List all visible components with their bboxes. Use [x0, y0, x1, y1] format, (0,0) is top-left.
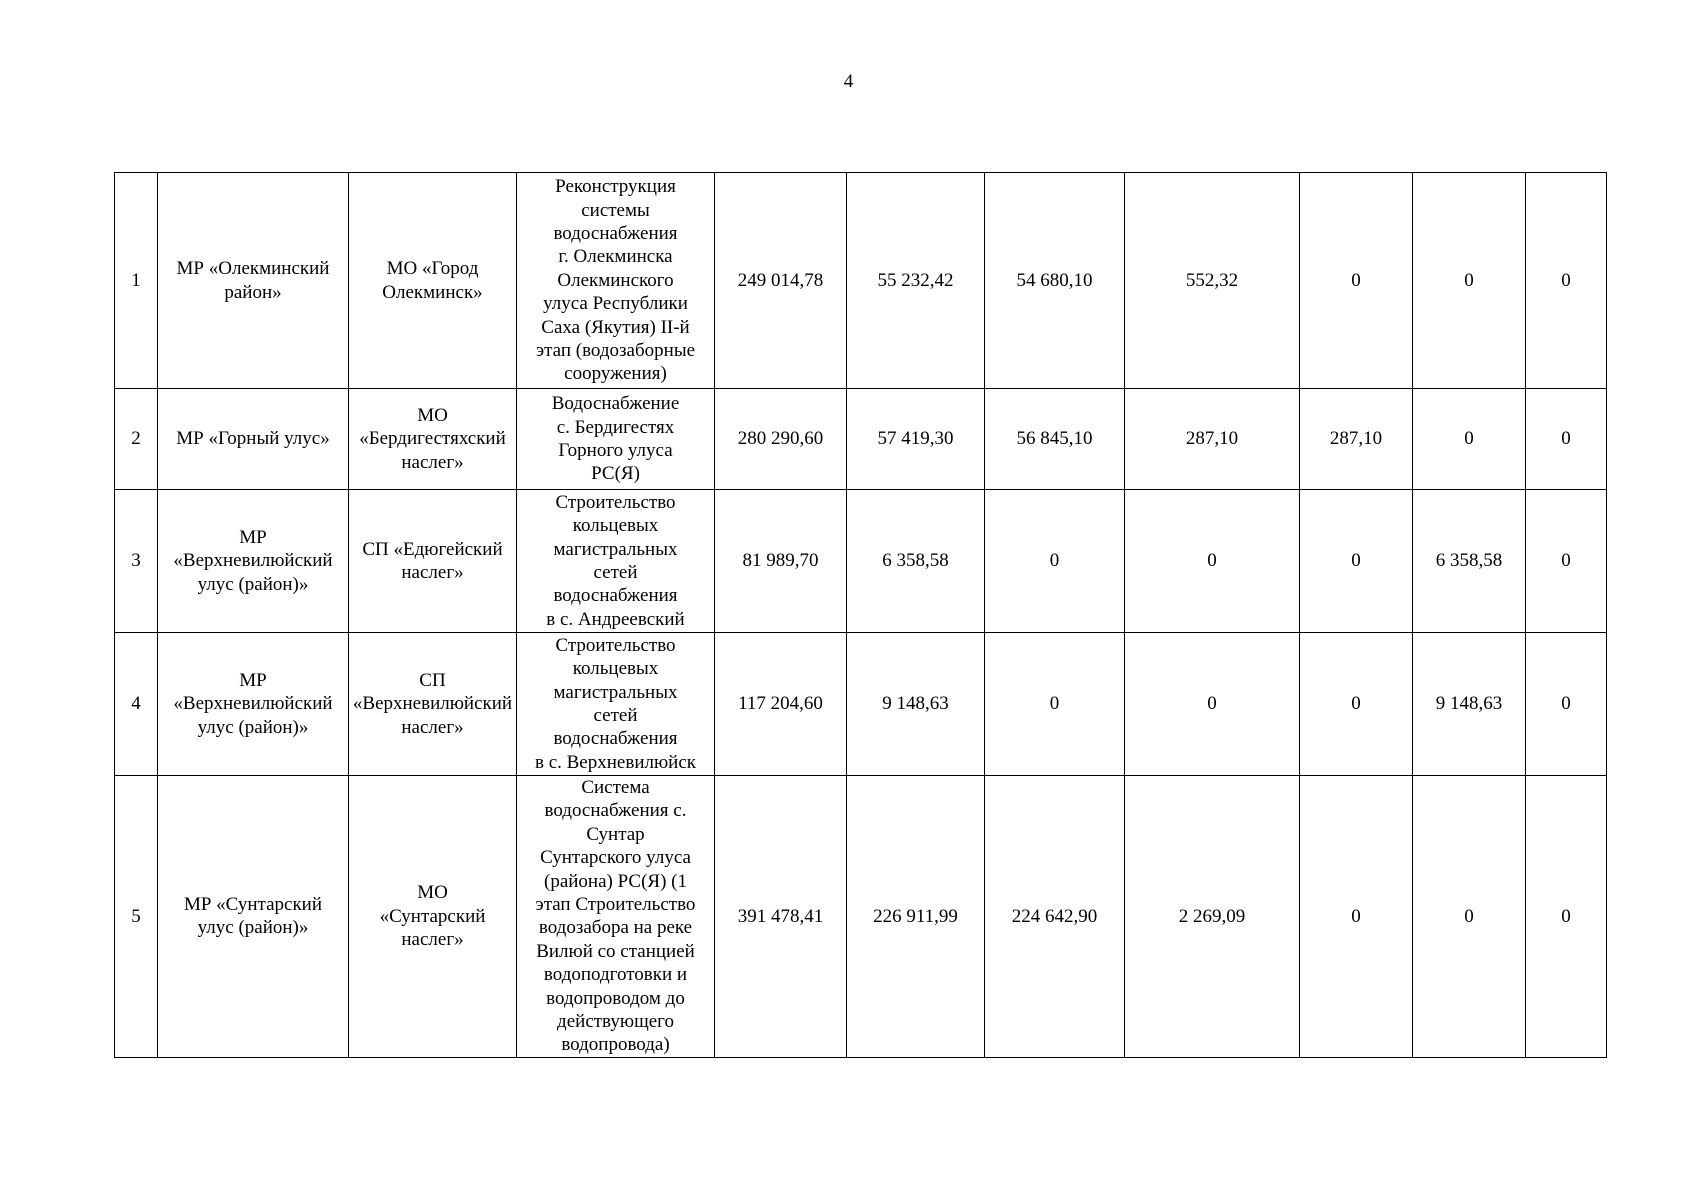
funding-total-cell: 55 232,42 — [847, 173, 985, 389]
federal-budget-cell: 224 642,90 — [985, 776, 1125, 1058]
total-cost-cell: 81 989,70 — [715, 490, 847, 633]
municipality-cell: СП «Верхневилюйский наслег» — [349, 633, 517, 776]
project-description-cell: Строительство кольцевых магистральных сетей водоснабжения в с. Верхневилюйск — [517, 633, 715, 776]
table-row — [115, 173, 1607, 389]
extra-funding-cell: 0 — [1526, 776, 1607, 1058]
table-row — [115, 490, 1607, 633]
local-budget-cell: 0 — [1300, 173, 1413, 389]
project-description-cell: Реконструкция системы водоснабжения г. Олекминска Олекминского улуса Республики Саха (Якутия) II-й этап (водозаборные сооружения) — [517, 173, 715, 389]
federal-budget-cell: 0 — [985, 633, 1125, 776]
municipality-cell: МО «Город Олекминск» — [349, 173, 517, 389]
funding-total-cell: 6 358,58 — [847, 490, 985, 633]
project-description-cell: Система водоснабжения с. Сунтар Сунтарского улуса (района) РС(Я) (1 этап Строительство водозабора на реке Вилюй со станцией водоподготовки и водопроводом до действующего водопровода) — [517, 776, 715, 1058]
other-funding-cell: 9 148,63 — [1413, 633, 1526, 776]
regional-budget-cell: 0 — [1125, 490, 1300, 633]
other-funding-cell: 0 — [1413, 389, 1526, 490]
project-description-cell: Водоснабжение с. Бердигестях Горного улуса РС(Я) — [517, 389, 715, 490]
extra-funding-cell: 0 — [1526, 633, 1607, 776]
funding-total-cell: 9 148,63 — [847, 633, 985, 776]
regional-budget-cell: 552,32 — [1125, 173, 1300, 389]
local-budget-cell: 0 — [1300, 490, 1413, 633]
extra-funding-cell: 0 — [1526, 173, 1607, 389]
other-funding-cell: 0 — [1413, 776, 1526, 1058]
regional-budget-cell: 287,10 — [1125, 389, 1300, 490]
other-funding-cell: 0 — [1413, 173, 1526, 389]
total-cost-cell: 117 204,60 — [715, 633, 847, 776]
row-number: 5 — [115, 776, 158, 1058]
row-number: 1 — [115, 173, 158, 389]
municipality-cell: СП «Едюгейский наслег» — [349, 490, 517, 633]
table-row — [115, 389, 1607, 490]
federal-budget-cell: 0 — [985, 490, 1125, 633]
district-cell: МР «Горный улус» — [158, 389, 349, 490]
table-row — [115, 776, 1607, 1058]
municipality-cell: МО «Бердигестяхский наслег» — [349, 389, 517, 490]
local-budget-cell: 0 — [1300, 776, 1413, 1058]
total-cost-cell: 280 290,60 — [715, 389, 847, 490]
local-budget-cell: 0 — [1300, 633, 1413, 776]
district-cell: МР «Олекминский район» — [158, 173, 349, 389]
district-cell: МР «Сунтарский улус (район)» — [158, 776, 349, 1058]
funding-total-cell: 57 419,30 — [847, 389, 985, 490]
total-cost-cell: 391 478,41 — [715, 776, 847, 1058]
data-table — [114, 172, 1607, 1058]
row-number: 2 — [115, 389, 158, 490]
local-budget-cell: 287,10 — [1300, 389, 1413, 490]
federal-budget-cell: 54 680,10 — [985, 173, 1125, 389]
municipality-cell: МО «Сунтарский наслег» — [349, 776, 517, 1058]
table-row — [115, 633, 1607, 776]
district-cell: МР «Верхневилюйский улус (район)» — [158, 490, 349, 633]
district-cell: МР «Верхневилюйский улус (район)» — [158, 633, 349, 776]
extra-funding-cell: 0 — [1526, 389, 1607, 490]
row-number: 3 — [115, 490, 158, 633]
funding-total-cell: 226 911,99 — [847, 776, 985, 1058]
extra-funding-cell: 0 — [1526, 490, 1607, 633]
other-funding-cell: 6 358,58 — [1413, 490, 1526, 633]
regional-budget-cell: 2 269,09 — [1125, 776, 1300, 1058]
page-number: 4 — [843, 71, 854, 92]
federal-budget-cell: 56 845,10 — [985, 389, 1125, 490]
regional-budget-cell: 0 — [1125, 633, 1300, 776]
total-cost-cell: 249 014,78 — [715, 173, 847, 389]
project-description-cell: Строительство кольцевых магистральных сетей водоснабжения в с. Андреевский — [517, 490, 715, 633]
row-number: 4 — [115, 633, 158, 776]
